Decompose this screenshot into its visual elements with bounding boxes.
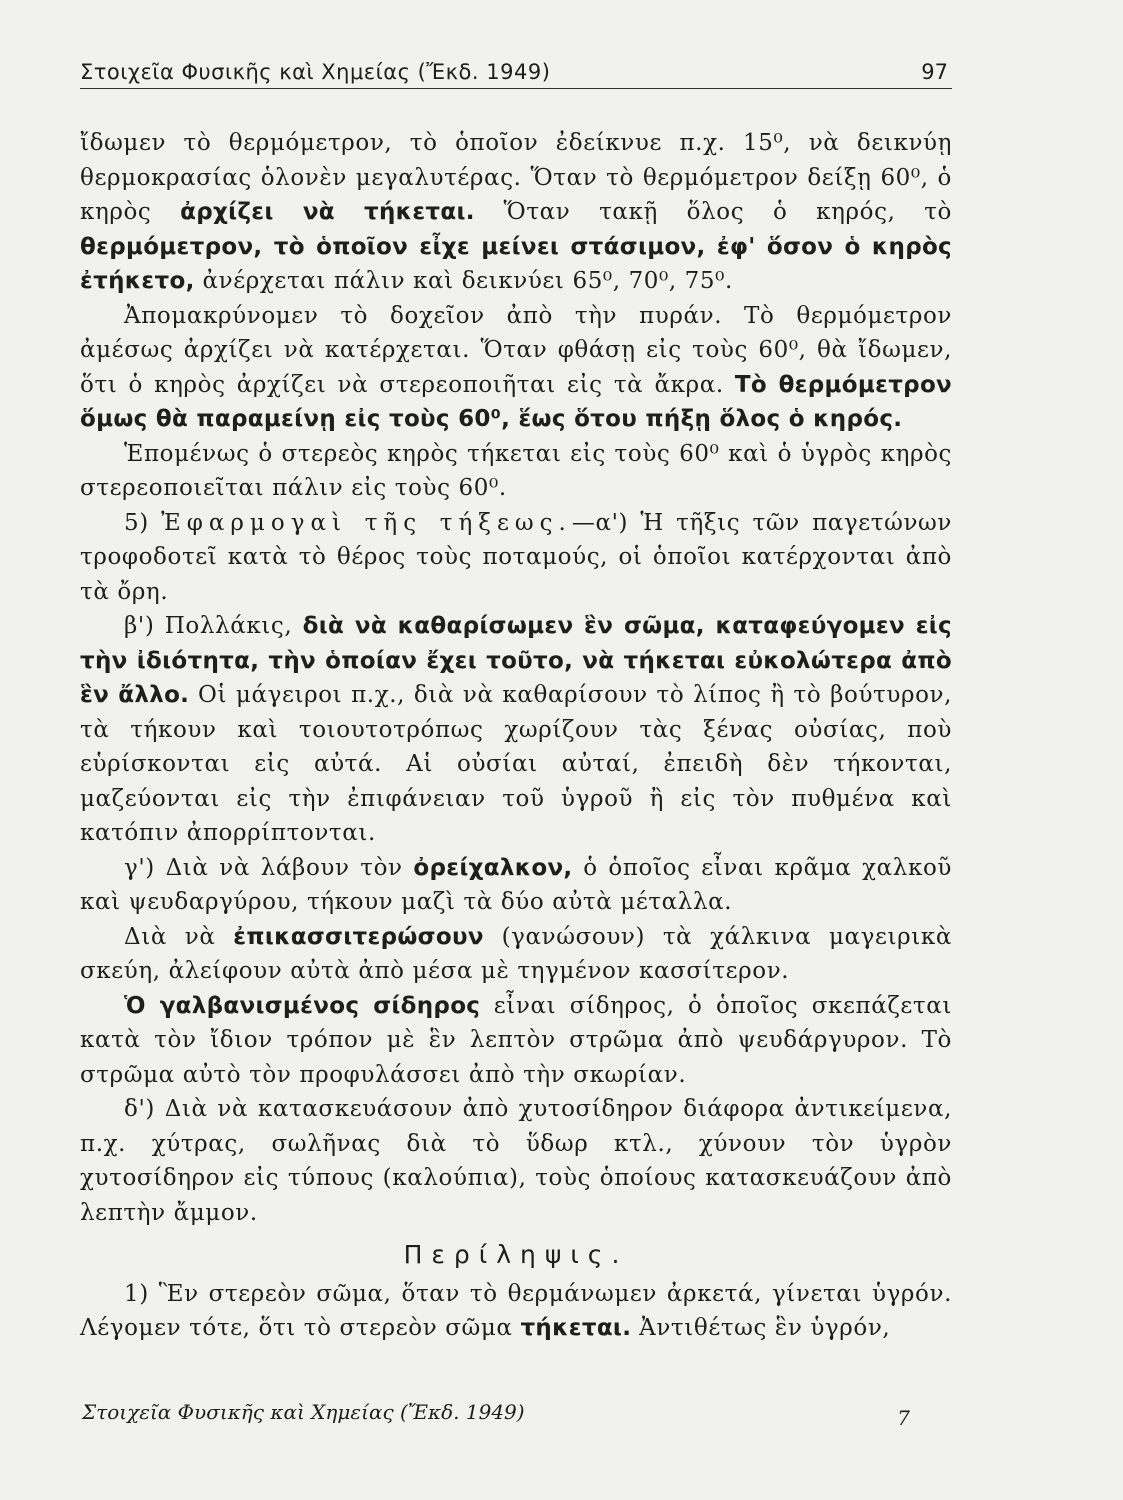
bold-phrase: ἀρχίζει νὰ τήκεται. bbox=[180, 199, 475, 225]
paragraph-purification bbox=[80, 609, 952, 851]
bold-phrase: θερμόμετρον, τὸ ὁποῖον εἶχε μείνει στάσιμον, ἐφ' ὅσον ὁ κηρὸς ἐτήκετο, bbox=[80, 233, 952, 294]
page-body bbox=[80, 126, 952, 1346]
bold-phrase: Ὁ γαλβανισμένος σίδηρος bbox=[124, 992, 481, 1019]
footer-title: Στοιχεῖα Φυσικῆς καὶ Χημείας (Ἔκδ. 1949) bbox=[82, 1400, 525, 1424]
page-number: 97 bbox=[921, 60, 948, 84]
text-run: Ἑπομένως ὁ στερεὸς κηρὸς τήκεται εἰς τοὺς 60⁰ καὶ ὁ ὑγρὸς κηρὸς στερεοποιεῖται πάλιν εἰς τοὺς 60⁰. bbox=[80, 440, 952, 501]
text-run: Ἀπομακρύνομεν τὸ δοχεῖον ἀπὸ τὴν πυράν. Τὸ θερμόμετρον ἀμέσως ἀρχίζει νὰ κατέρχεται. Ὅταν φθάσῃ εἰς τοὺς 60⁰, θὰ ἴδωμεν, ὅτι ὁ κηρὸς ἀρχίζει νὰ στερεοποιῆται εἰς τὰ ἄκρα. bbox=[80, 302, 952, 398]
bold-phrase: ἐπικασσιτερώσουν bbox=[233, 923, 484, 950]
text-run: ἀνέρχεται πάλιν καὶ δεικνύει 65⁰, 70⁰, 75⁰. bbox=[194, 268, 733, 294]
text-run: γ') Διὰ νὰ λάβουν τὸν bbox=[124, 854, 414, 881]
text-run: (γανώσουν) τὰ χάλκινα μαγειρικὰ σκεύη, ἀλείφουν αὐτὰ ἀπὸ μέσα μὲ τηγμένον κασσίτερον. bbox=[80, 923, 953, 984]
text-run: Ἀντιθέτως ἓν ὑγρόν, bbox=[631, 1315, 891, 1341]
bold-phrase: τήκεται. bbox=[520, 1315, 632, 1341]
header-title: Στοιχεῖα Φυσικῆς καὶ Χημείας (Ἔκδ. 1949) bbox=[80, 60, 551, 84]
running-header bbox=[80, 58, 952, 89]
bold-phrase: ὀρείχαλκον, bbox=[413, 854, 573, 881]
text-run: εἶναι σίδηρος, ὁ ὁποῖος σκεπάζεται κατὰ τὸν ἴδιον τρόπον μὲ ἓν λεπτὸν στρῶμα ἀπὸ ψευδάργυρον. Τὸ στρῶμα αὐτὸ τὸν προφυλάσσει ἀπὸ τὴν σκωρίαν. bbox=[80, 992, 953, 1088]
text-run: Διὰ νὰ bbox=[124, 923, 234, 950]
paragraph-cooling bbox=[80, 299, 952, 437]
text-run: β') Πολλάκις, bbox=[124, 613, 303, 639]
text-run: 1) Ἓν στερεὸν σῶμα, ὅταν τὸ θερμάνωμεν ἀρκετά, γίνεται ὑγρόν. Λέγομεν τότε, ὅτι τὸ στερεὸν σῶμα bbox=[80, 1280, 952, 1341]
text-run: Οἱ μάγειροι π.χ., διὰ νὰ καθαρίσουν τὸ λίπος ἢ τὸ βούτυρον, τὰ τήκουν καὶ τοιουτοτρόπως χωρίζουν τὰς ξένας οὐσίας, ποὺ εὑρίσκονται εἰς αὐτά. Αἱ οὐσίαι αὐταί, ἐπειδὴ δὲν τήκονται, μαζεύονται εἰς τὴν ἐπιφάνειαν τοῦ ὑγροῦ ἢ εἰς τὸν πυθμένα καὶ κατόπιν ἀπορρίπτονται. bbox=[80, 682, 953, 846]
section-number: 5) bbox=[124, 509, 162, 536]
paragraph-cast-iron bbox=[80, 1092, 952, 1230]
paragraph-conclusion bbox=[80, 437, 952, 506]
paragraph-tinning bbox=[80, 920, 952, 989]
paragraph-brass bbox=[80, 851, 952, 920]
bold-phrase: Τὸ θερμόμετρον ὅμως θὰ παραμείνῃ εἰς τοὺς 60⁰, ἕως ὅτου πήξῃ ὅλος ὁ κηρός. bbox=[80, 371, 953, 432]
text-run: ὁ ὁποῖος εἶναι κρᾶμα χαλκοῦ καὶ ψευδαργύρου, τήκουν μαζὶ τὰ δύο αὐτὰ μέταλλα. bbox=[80, 854, 952, 915]
paragraph-summary bbox=[80, 1277, 952, 1346]
text-run: ἴδωμεν τὸ θερμόμετρον, τὸ ὁποῖον ἐδείκνυε π.χ. 15⁰, νὰ δεικνύῃ θερμοκρασίας ὁλονὲν μεγαλυτέρας. Ὅταν τὸ θερμόμετρον δείξῃ 60⁰, ὁ κηρὸς bbox=[80, 130, 952, 225]
paragraph-thermometer-rise bbox=[80, 126, 952, 299]
bold-phrase: διὰ νὰ καθαρίσωμεν ἓν σῶμα, καταφεύγομεν εἰς τὴν ἰδιότητα, τὴν ὁποίαν ἔχει τοῦτο, νὰ τήκεται εὐκολώτερα ἀπὸ ἓν ἄλλο. bbox=[80, 613, 952, 708]
text-run: —α') Ἡ τῆξις τῶν παγετώνων τροφοδοτεῖ κατὰ τὸ θέρος τοὺς ποταμούς, οἱ ὁποῖοι κατέρχονται ἀπὸ τὰ ὄρη. bbox=[80, 509, 952, 605]
paragraph-applications bbox=[80, 506, 952, 610]
paragraph-galvanized-iron bbox=[80, 989, 952, 1093]
signature-mark: 7 bbox=[897, 1406, 910, 1430]
text-run: Ὅταν τακῇ ὅλος ὁ κηρός, τὸ bbox=[474, 199, 952, 225]
section-heading: Ἐφαρμογαὶ τῆς τήξεως. bbox=[161, 509, 572, 536]
running-footer bbox=[80, 1400, 910, 1430]
text-run: δ') Διὰ νὰ κατασκευάσουν ἀπὸ χυτοσίδηρον διάφορα ἀντικείμενα, π.χ. χύτρας, σωλῆνας διὰ τὸ ὕδωρ κτλ., χύνουν τὸν ὑγρὸν χυτοσίδηρον εἰς τύπους (καλούπια), τοὺς ὁποίους κατασκευάζουν ἀπὸ λεπτὴν ἄμμον. bbox=[80, 1096, 952, 1226]
summary-heading: Περίληψις. bbox=[403, 1240, 629, 1269]
